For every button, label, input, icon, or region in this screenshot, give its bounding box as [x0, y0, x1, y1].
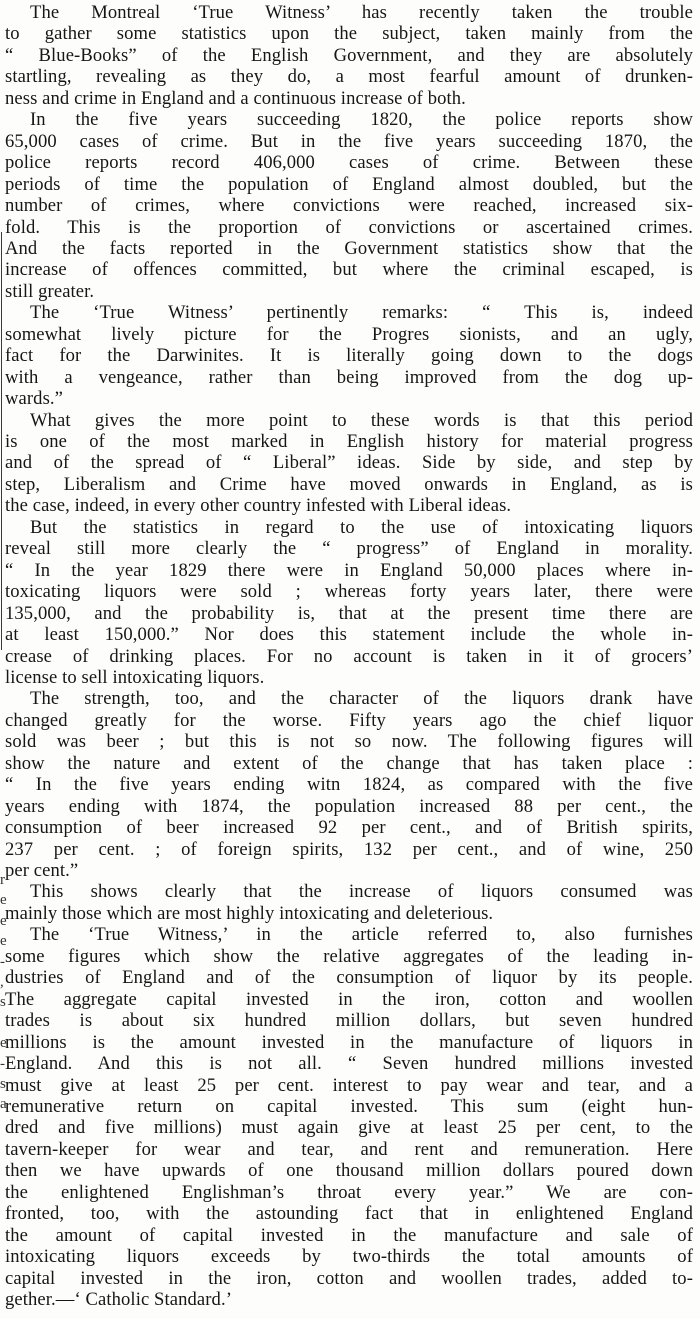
text-line: with a vengeance, rather than being improved from the dog up-: [5, 366, 693, 388]
text-line: to gather some statistics upon the subject, taken mainly from the: [5, 23, 693, 45]
text-line: fold. This is the proportion of convictions or ascertained crimes.: [5, 216, 693, 238]
text-line: and of the spread of “ Liberal” ideas. Side by side, and step by: [5, 452, 693, 474]
text-line: What gives the more point to these words is that this period: [30, 409, 693, 431]
column-rule: [1, 232, 2, 650]
text-line: intoxicating liquors exceeds by two-thirds the total amounts of: [5, 1246, 693, 1268]
text-line: must give at least 25 per cent. interest to pay wear and tear, and a: [5, 1074, 693, 1096]
text-line: dustries of England and of the consumption of liquor by its people.: [5, 967, 693, 989]
text-line: The ‘True Witness,’ in the article referred to, also furnishes: [30, 924, 693, 946]
text-line: ness and crime in England and a continuous increase of both.: [5, 87, 466, 109]
text-line: 135,000, and the probability is, that at the present time there are: [5, 602, 693, 624]
text-line: mainly those which are most highly intoxicating and deleterious.: [5, 902, 494, 924]
text-line: The strength, too, and the character of the liquors drank have: [30, 688, 693, 710]
text-line: 65,000 cases of crime. But in the five years succeeding 1870, the: [5, 130, 693, 152]
text-line: England. And this is not all. “ Seven hundred millions invested: [5, 1053, 693, 1075]
text-line: The Montreal ‘True Witness’ has recently taken the trouble: [30, 2, 693, 23]
fragment-char: e: [0, 892, 7, 909]
text-line: The aggregate capital invested in the iron, cotton and woollen: [5, 988, 693, 1010]
text-line: the enlightened Englishman’s throat every year.” We are con-: [5, 1181, 693, 1203]
text-line: at least 150,000.” Nor does this statement include the whole in-: [5, 624, 693, 646]
text-line: some figures which show the relative aggregates of the leading in-: [5, 945, 693, 967]
fragment-char: e: [0, 1035, 7, 1052]
text-line: toxicating liquors were sold ; whereas forty years later, there were: [5, 581, 693, 603]
text-line: then we have upwards of one thousand million dollars poured down: [5, 1160, 693, 1182]
text-line: “ In the year 1829 there were in England 50,000 places where in-: [5, 559, 693, 581]
text-line: But the statistics in regard to the use of intoxicating liquors: [30, 516, 693, 538]
text-line: sold was beer ; but this is not so now. The following figures will: [5, 731, 693, 753]
text-line: reveal still more clearly the “ progress” of England in morality.: [5, 538, 693, 560]
text-line: startling, revealing as they do, a most fearful amount of drunken-: [5, 66, 693, 88]
text-line: wards.”: [5, 388, 64, 410]
text-line: police reports record 406,000 cases of crime. Between these: [5, 152, 693, 174]
text-line: “ Blue-Books” of the English Government, and they are absolutely: [5, 44, 693, 66]
text-line: tavern-keeper for wear and tear, and rent and remuneration. Here: [5, 1138, 693, 1160]
fragment-char: r: [0, 872, 5, 888]
text-line: license to sell intoxicating liquors.: [5, 666, 265, 688]
text-line: And the facts reported in the Government statistics show that the: [5, 237, 693, 259]
text-line: capital invested in the iron, cotton and woollen trades, added to-: [5, 1267, 693, 1289]
text-line: This shows clearly that the increase of liquors consumed was: [30, 881, 693, 903]
text-line: per cent.”: [5, 860, 79, 881]
text-line: somewhat lively picture for the Progres sionists, and an ugly,: [5, 323, 693, 345]
text-line: fact for the Darwinites. It is literally going down to the dogs: [5, 345, 693, 367]
fragment-char: s: [0, 1075, 6, 1092]
fragment-char: ,: [0, 973, 4, 990]
text-line: “ In the five years ending witn 1824, as compared with the five: [5, 774, 693, 796]
fragment-char: s: [0, 994, 6, 1011]
text-line: number of crimes, where convictions were reached, increased six-: [5, 195, 693, 217]
fragment-char: -: [0, 953, 5, 970]
text-line: remunerative return on capital invested. This sum (eight hun-: [5, 1095, 693, 1117]
text-line: the case, indeed, in every other country infested with Liberal ideas.: [5, 495, 512, 517]
text-line: gether.—‘ Catholic Standard.’: [5, 1289, 232, 1310]
fragment-char: -: [0, 1055, 5, 1072]
fragment-char: e: [0, 912, 7, 929]
text-line: still greater.: [5, 280, 95, 302]
text-line: The ‘True Witness’ pertinently remarks: “ This is, indeed: [30, 302, 693, 324]
text-line: increase of offences committed, but where the criminal escaped, is: [5, 259, 693, 281]
text-line: changed greatly for the worse. Fifty years ago the chief liquor: [5, 709, 693, 731]
fragment-char: e: [0, 933, 7, 950]
text-line: millions is the amount invested in the manufacture of liquors in: [5, 1031, 693, 1053]
text-line: fronted, too, with the astounding fact that in enlightened England: [5, 1203, 693, 1225]
text-line: dred and five millions) must again give at least 25 per cent, to the: [5, 1117, 693, 1139]
text-line: consumption of beer increased 92 per cent., and of British spirits,: [5, 817, 693, 839]
text-line: In the five years succeeding 1820, the police reports show: [30, 109, 693, 131]
text-line: years ending with 1874, the population increased 88 per cent., the: [5, 795, 693, 817]
text-line: the amount of capital invested in the manufacture and sale of: [5, 1224, 693, 1246]
text-line: crease of drinking places. For no account is taken in it of grocers’: [5, 645, 693, 667]
text-line: trades is about six hundred million dollars, but seven hundred: [5, 1010, 693, 1032]
text-line: show the nature and extent of the change that has taken place :: [5, 752, 693, 774]
fragment-char: a: [0, 1096, 7, 1113]
text-line: 237 per cent. ; of foreign spirits, 132 per cent., and of wine, 250: [5, 838, 693, 860]
text-line: periods of time the population of England almost doubled, but the: [5, 173, 693, 195]
text-line: is one of the most marked in English history for material progress: [5, 431, 693, 452]
text-line: step, Liberalism and Crime have moved onwards in England, as is: [5, 473, 693, 495]
